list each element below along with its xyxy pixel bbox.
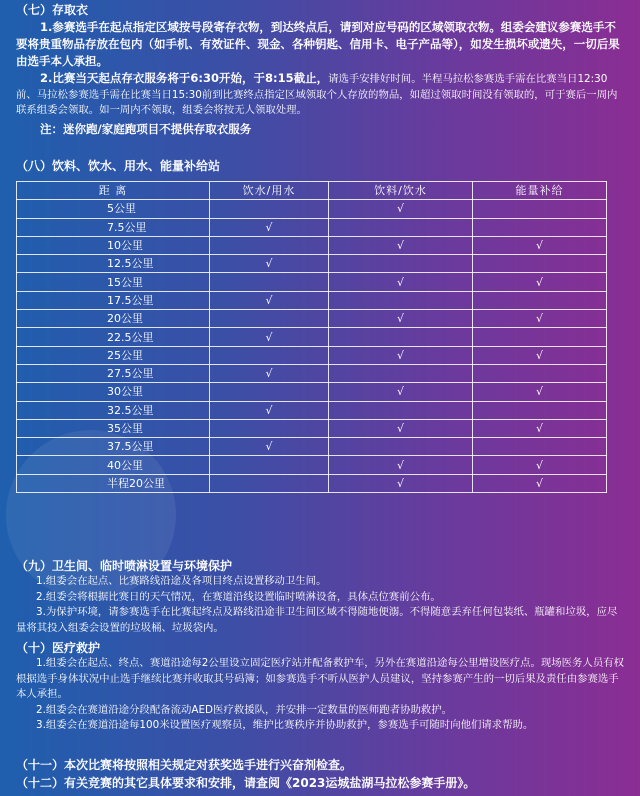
- section-11: （十一）本次比赛将按照相关规定对获奖选手进行兴奋剂检查。: [16, 758, 353, 772]
- section-7-title: （七）存取衣: [16, 3, 89, 17]
- check-cell: √: [210, 218, 329, 236]
- check-cell: √: [329, 474, 473, 492]
- check-cell: √: [473, 383, 607, 401]
- section-10-item-1: 1.组委会在起点、终点、赛道沿途每2公里设立固定医疗站并配备救护车，另外在赛道沿途每公里增设医疗点。现场医务人员有权根据选手身体状况中止选手继续比赛并收取其号码簿；如参赛选手不听从医护人员建议，坚持参赛产生的一切后果及责任由参赛选手本人承担。: [16, 657, 625, 700]
- section-9-title: （九）卫生间、临时喷淋设置与环境保护: [16, 559, 233, 573]
- distance-cell: 5公里: [17, 200, 210, 218]
- section-10: [16, 640, 626, 734]
- table-row: [17, 364, 607, 382]
- distance-cell: 27.5公里: [17, 364, 210, 382]
- header-drinks: 饮料/饮水: [329, 182, 473, 200]
- table-row: [17, 218, 607, 236]
- check-cell: √: [329, 310, 473, 328]
- check-cell: [210, 200, 329, 218]
- section-10-title: （十）医疗救护: [16, 641, 101, 655]
- check-cell: √: [329, 200, 473, 218]
- section-7-para-1: 1.参赛选手在起点指定区域按号段寄存衣物，到达终点后，请到对应号码的区域领取衣物。组委会建议参赛选手不要将贵重物品存放在包内（如手机、有效证件、现金、各种钥匙、信用卡、电子产品等），如发生损坏或遗失，一切后果由选手本人承担。: [16, 20, 620, 68]
- table-row: [17, 200, 607, 218]
- check-cell: √: [210, 328, 329, 346]
- check-cell: [210, 273, 329, 291]
- table-header-row: [17, 182, 607, 200]
- check-cell: √: [210, 438, 329, 456]
- distance-cell: 12.5公里: [17, 255, 210, 273]
- section-7-note: 注：迷你跑/家庭跑项目不提供存取衣服务: [40, 121, 252, 136]
- section-7: [16, 2, 626, 138]
- distance-cell: 32.5公里: [17, 401, 210, 419]
- distance-cell: 40公里: [17, 456, 210, 474]
- table-row: [17, 310, 607, 328]
- check-cell: [329, 401, 473, 419]
- distance-cell: 30公里: [17, 383, 210, 401]
- check-cell: [473, 364, 607, 382]
- table-row: [17, 255, 607, 273]
- check-cell: [329, 328, 473, 346]
- check-cell: √: [329, 383, 473, 401]
- check-cell: √: [473, 456, 607, 474]
- check-cell: [210, 456, 329, 474]
- section-10-item-3: 3.组委会在赛道沿途每100米设置医疗观察员，维护比赛秩序并协助救护，参赛选手可随时向他们请求帮助。: [36, 719, 534, 731]
- check-cell: √: [473, 474, 607, 492]
- check-cell: [329, 255, 473, 273]
- check-cell: √: [473, 310, 607, 328]
- distance-cell: 10公里: [17, 236, 210, 254]
- check-cell: [473, 255, 607, 273]
- distance-cell: 15公里: [17, 273, 210, 291]
- check-cell: √: [473, 236, 607, 254]
- check-cell: [210, 310, 329, 328]
- distance-cell: 半程20公里: [17, 474, 210, 492]
- check-cell: √: [329, 456, 473, 474]
- section-9-item-3: 3.为保护环境，请参赛选手在比赛起终点及路线沿途非卫生间区域不得随地便溺。不得随意丢弃任何包装纸、瓶罐和垃圾，应尽量将其投入组委会设置的垃圾桶、垃圾袋内。: [16, 606, 618, 634]
- section-12: （十二）有关竞赛的其它具体要求和安排，请查阅《2023运城盐湖马拉松参赛手册》。: [16, 776, 476, 790]
- table-row: [17, 273, 607, 291]
- table-row: [17, 346, 607, 364]
- check-cell: √: [329, 346, 473, 364]
- table-row: [17, 401, 607, 419]
- section-7-para-2: [16, 71, 626, 119]
- table-row: [17, 291, 607, 309]
- section-9: [16, 558, 626, 636]
- check-cell: [473, 438, 607, 456]
- header-energy: 能量补给: [473, 182, 607, 200]
- section-8-title: （八）饮料、饮水、用水、能量补给站: [16, 159, 221, 173]
- section-7-para-2-bold: 2.比赛当天起点存衣服务将于6:30开始，于8:15截止，: [40, 71, 329, 85]
- check-cell: [210, 474, 329, 492]
- check-cell: √: [329, 236, 473, 254]
- section-10-item-2: 2.组委会在赛道沿途分段配备流动AED医疗救援队，并安排一定数量的医师跑者协助救护。: [36, 703, 453, 716]
- distance-cell: 37.5公里: [17, 438, 210, 456]
- check-cell: [210, 419, 329, 437]
- distance-cell: 22.5公里: [17, 328, 210, 346]
- table-row: [17, 438, 607, 456]
- header-distance: 距 离: [17, 182, 210, 200]
- check-cell: [329, 438, 473, 456]
- check-cell: [473, 291, 607, 309]
- table-row: [17, 236, 607, 254]
- section-7-para-2-rest: 请选手安排好时间。半程马拉松参赛选手需在比赛当日12:30前、马拉松参赛选手需在比赛当日15:30前到比赛终点指定区域领取个人存放的物品，如超过领取时间没有领取的，可于赛后一周内联系组委会领取。如一周内不领取，组委会将按无人领取处理。: [16, 73, 618, 116]
- distance-cell: 25公里: [17, 346, 210, 364]
- check-cell: [329, 364, 473, 382]
- check-cell: √: [473, 419, 607, 437]
- check-cell: √: [210, 291, 329, 309]
- check-cell: [473, 328, 607, 346]
- section-9-item-2: 2.组委会将根据比赛日的天气情况，在赛道沿线设置临时喷淋设备，具体点位赛前公布。: [36, 590, 441, 603]
- check-cell: √: [473, 273, 607, 291]
- check-cell: √: [210, 255, 329, 273]
- table-row: [17, 383, 607, 401]
- check-cell: [473, 200, 607, 218]
- check-cell: [210, 346, 329, 364]
- section-9-item-1: 1.组委会在起点、比赛路线沿途及各项目终点设置移动卫生间。: [36, 575, 327, 587]
- check-cell: √: [473, 346, 607, 364]
- check-cell: [210, 236, 329, 254]
- distance-cell: 35公里: [17, 419, 210, 437]
- check-cell: [473, 218, 607, 236]
- check-cell: [210, 383, 329, 401]
- distance-cell: 17.5公里: [17, 291, 210, 309]
- distance-cell: 7.5公里: [17, 218, 210, 236]
- table-row: [17, 419, 607, 437]
- check-cell: [329, 291, 473, 309]
- table-row: [17, 456, 607, 474]
- check-cell: √: [210, 364, 329, 382]
- check-cell: √: [210, 401, 329, 419]
- check-cell: [329, 218, 473, 236]
- distance-cell: 20公里: [17, 310, 210, 328]
- check-cell: [473, 401, 607, 419]
- header-water: 饮水/用水: [210, 182, 329, 200]
- supply-station-table: [16, 181, 607, 493]
- table-row: [17, 328, 607, 346]
- check-cell: √: [329, 273, 473, 291]
- check-cell: √: [329, 419, 473, 437]
- table-row: [17, 474, 607, 492]
